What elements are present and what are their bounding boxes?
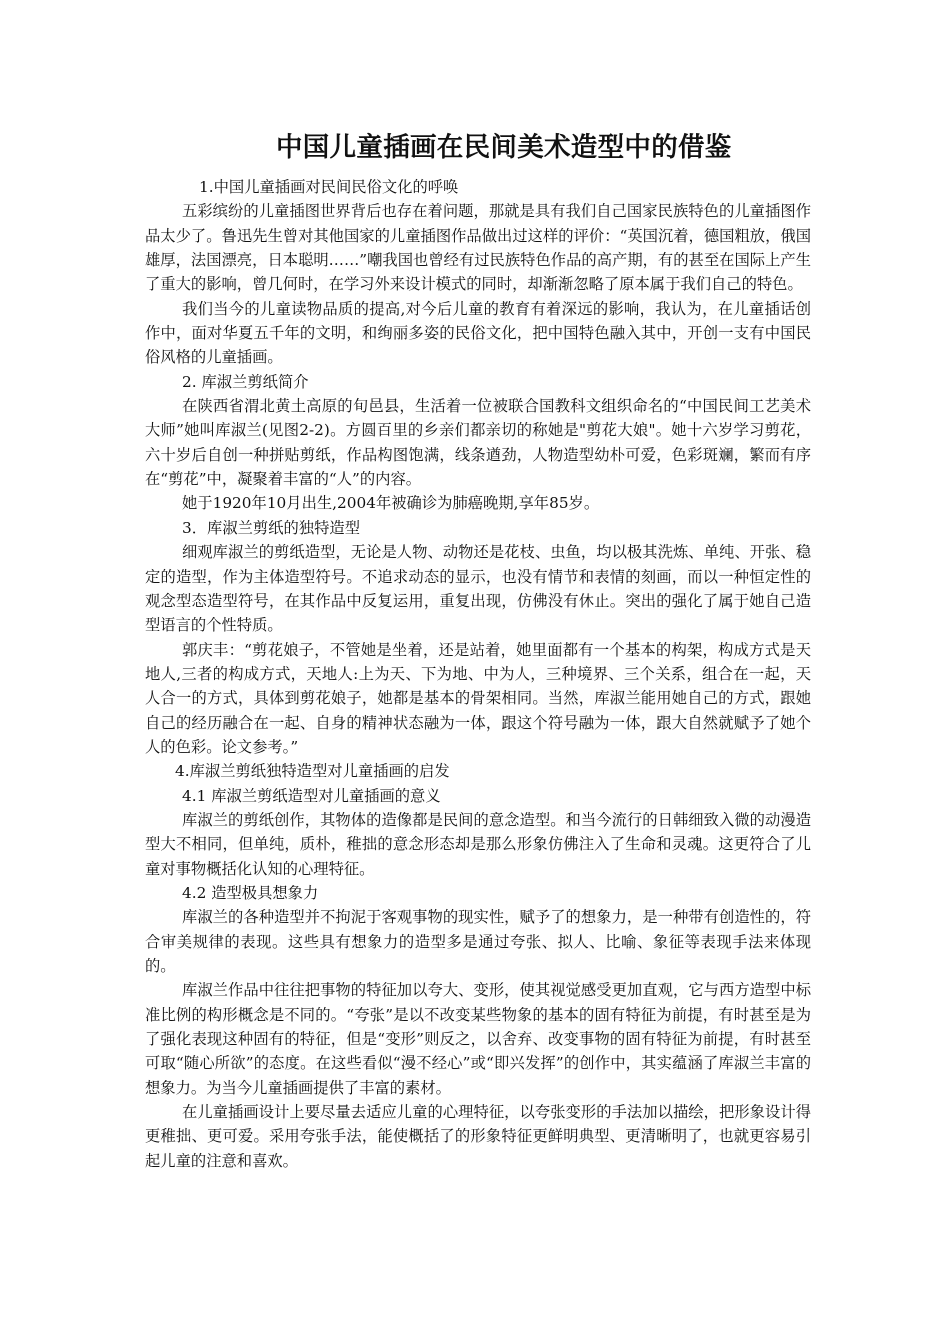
paragraph: 郭庆丰：“剪花娘子，不管她是坐着，还是站着，她里面都有一个基本的构架，构成方式是天地人,三者的构成方式，天地人:上为天、下为地、中为人，三种境界、三个关系，组合在一起，天人合一的方式，具体到剪花娘子，她都是基本的骨架相同。当然，库淑兰能用她自己的方式，跟她自己的经历融合在一起、自身的精神状态融为一体，跟这个符号融为一体，跟大自然就赋予了她个人的色彩。论文参考。”	[145, 640, 811, 756]
section-heading-4: 4.库淑兰剪纸独特造型对儿童插画的启发	[175, 762, 450, 781]
paragraph: 在儿童插画设计上要尽量去适应儿童的心理特征，以夸张变形的手法加以描绘，把形象设计得更稚拙、更可爱。采用夸张手法，能使概括了的形象特征更鲜明典型、更清晰明了，也就更容易引起儿童的注意和喜欢。	[145, 1103, 811, 1170]
section-heading-3: 3．库淑兰剪纸的独特造型	[182, 518, 360, 537]
paragraph: 她于1920年10月出生,2004年被确诊为肺癌晚期,享年85岁。	[182, 494, 600, 513]
paragraph: 在陕西省渭北黄土高原的旬邑县，生活着一位被联合国教科文组织命名的“中国民间工艺美术大师”她叫库淑兰(见图2-2)。方圆百里的乡亲们都亲切的称她是"剪花大娘"。她十六岁学习剪花，六十岁后自创一种拼贴剪纸，作品构图饱满，线条遒劲，人物造型幼朴可爱，色彩斑斓，繁而有序在“剪花”中，凝聚着丰富的“人”的内容。	[145, 397, 811, 489]
paragraph: 库淑兰作品中往往把事物的特征加以夸大、变形，使其视觉感受更加直观，它与西方造型中标准比例的构形概念是不同的。“夸张”是以不改变某些物象的基本的固有特征为前提，有时甚至是为了强化表现这种固有的特征，但是“变形”则反之，以舍弃、改变事物的固有特征为前提，有时甚至可取“随心所欲”的态度。在这些看似“漫不经心”或“即兴发挥”的创作中，其实蕴涵了库淑兰丰富的想象力。为当今儿童插画提供了丰富的素材。	[145, 981, 811, 1097]
document-body	[145, 175, 811, 1173]
paragraph: 库淑兰的各种造型并不拘泥于客观事物的现实性，赋予了的想象力，是一种带有创造性的，符合审美规律的表现。这些具有想象力的造型多是通过夸张、拟人、比喻、象征等表现手法来体现的。	[145, 908, 811, 975]
paragraph: 细观库淑兰的剪纸造型，无论是人物、动物还是花枝、虫鱼，均以极其洗炼、单纯、开张、稳定的造型，作为主体造型符号。不追求动态的显示，也没有情节和表情的刻画，而以一种恒定性的观念型态造型符号，在其作品中反复运用，重复出现，仿佛没有休止。突出的强化了属于她自己造型语言的个性特质。	[145, 543, 811, 635]
paragraph: 五彩缤纷的儿童插图世界背后也存在着问题，那就是具有我们自己国家民族特色的儿童插图作品太少了。鲁迅先生曾对其他国家的儿童插图作品做出过这样的评价：“英国沉着，德国粗放，俄国雄厚，法国漂亮，日本聪明……”嘲我国也曾经有过民族特色作品的高产期，有的甚至在国际上产生了重大的影响，曾几何时，在学习外来设计模式的同时，却渐渐忽略了原本属于我们自己的特色。	[145, 202, 811, 294]
subsection-heading-4-2: 4.2 造型极具想象力	[182, 883, 319, 902]
section-heading-2: 2. 库淑兰剪纸简介	[182, 372, 309, 391]
document-title: 中国儿童插画在民间美术造型中的借鉴	[276, 132, 732, 163]
paragraph: 库淑兰的剪纸创作，其物体的造像都是民间的意念造型。和当今流行的日韩细致入微的动漫造型大不相同，但单纯，质朴，稚拙的意念形态却是那么形象仿佛注入了生命和灵魂。这更符合了儿童对事物概括化认知的心理特征。	[145, 810, 811, 878]
subsection-heading-4-1: 4.1 库淑兰剪纸造型对儿童插画的意义	[182, 786, 441, 805]
paragraph: 我们当今的儿童读物品质的提高,对今后儿童的教育有着深远的影响，我认为，在儿童插话创作中，面对华夏五千年的文明，和绚丽多姿的民俗文化，把中国特色融入其中，开创一支有中国民俗风格的儿童插画。	[145, 299, 811, 367]
section-heading-1: 1.中国儿童插画对民间民俗文化的呼唤	[199, 178, 459, 196]
